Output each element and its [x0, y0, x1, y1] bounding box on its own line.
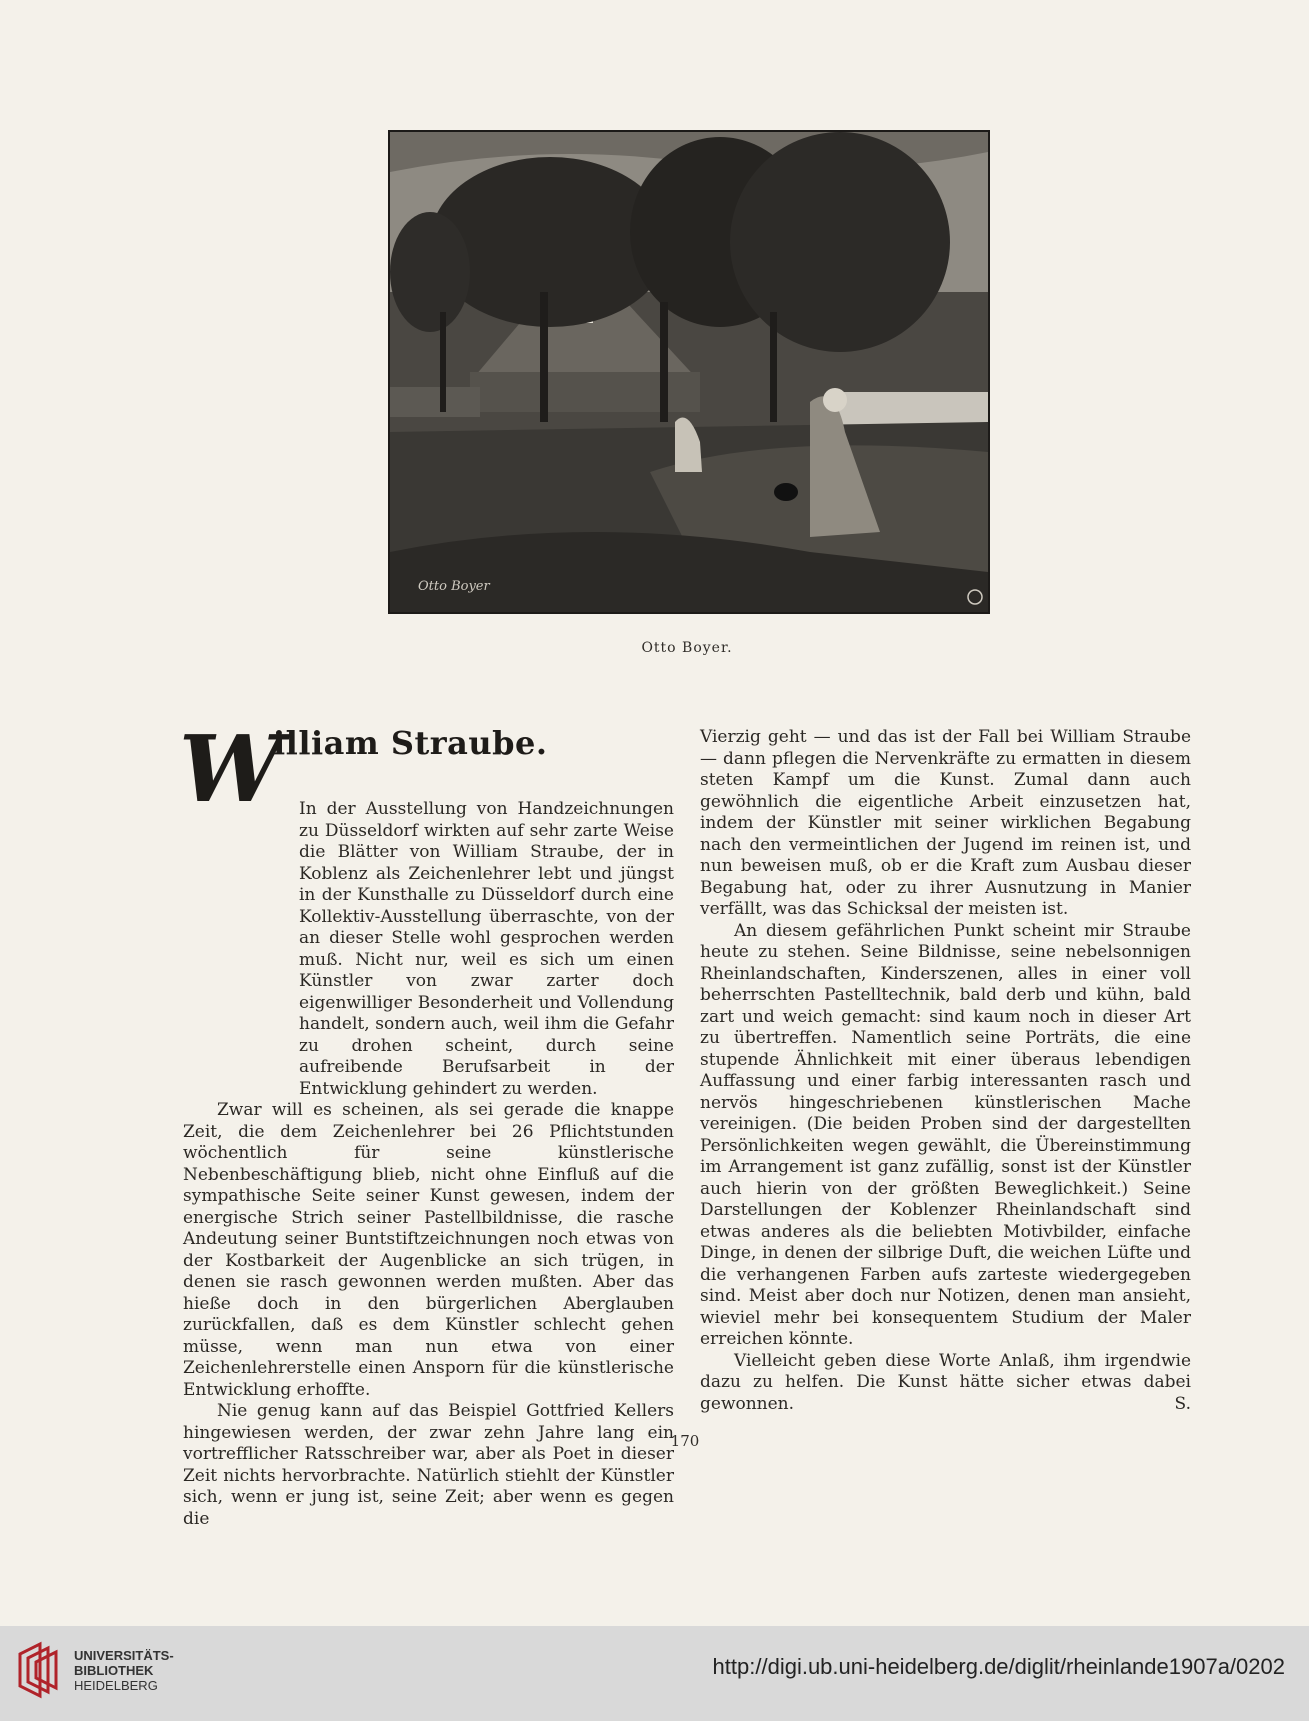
- article-headline: [179, 715, 674, 823]
- library-name: [74, 1648, 174, 1693]
- library-name-line: BIBLIOTHEK: [74, 1663, 154, 1678]
- paragraph: Vierzig geht — und das ist der Fall bei William Straube — dann pflegen die Nervenkräfte zu ermatten in diesem steten Kampf um die Kunst. Zumal dann auch gewöhnlich die eigentliche Arbeit einzusetzen hat, indem der Künstler mit seiner wirklichen Begabung nach den vermeintlichen der Jugend im reinen ist, und nun beweisen muß, ob er die Kraft zum Ausbau dieser Begabung hat, oder zu ihrer Ausnutzung in Manier verfällt, was das Schicksal der meisten ist.: [700, 727, 1191, 919]
- library-name-line: UNIVERSITÄTS-: [74, 1648, 174, 1663]
- drop-cap: W: [179, 715, 283, 823]
- paragraph: Nie genug kann auf das Beispiel Gottfried Kellers hingewiesen werden, der zwar zehn Jahre lang ein vortrefflicher Ratsschreiber war, aber als Poet in dieser Zeit nichts hervorbrachte. Natürlich stiehlt der Künstler sich, wenn er jung ist, seine Zeit; aber wenn es gegen die: [183, 1401, 674, 1529]
- page-number: 170: [670, 1432, 700, 1450]
- university-library-logo-icon: [14, 1640, 64, 1700]
- article-right-column: [700, 727, 1191, 1415]
- library-name-line: HEIDELBERG: [74, 1678, 158, 1693]
- library-footer: [0, 1626, 1309, 1721]
- svg-text:Otto Boyer: Otto Boyer: [418, 579, 490, 594]
- illustration-caption: Otto Boyer.: [641, 640, 733, 656]
- closing-text: Vielleicht geben diese Worte Anlaß, ihm irgendwie dazu zu helfen. Die Kunst hätte sicher etwas dabei gewonnen.: [700, 1350, 1191, 1414]
- paragraph: Zwar will es scheinen, als sei gerade die knappe Zeit, die dem Zeichenlehrer bei 26 Pflichtstunden wöchentlich für seine künstlerische Nebenbeschäftigung blieb, nicht ohne Einfluß auf die sympathische Seite seiner Kunst gewesen, indem der energische Strich seiner Pastellbildnisse, die rasche Andeutung seiner Buntstiftzeichnungen noch etwas von der Kostbarkeit der Augenblicke an sich trügen, in denen sie rasch gewonnen werden mußten. Aber das hieße doch in den bürgerlichen Aberglauben zurückfallen, daß es dem Künstler schlecht gehen müsse, wenn man nun etwa von einer Zeichenlehrerstelle einen Ansporn für die künstlerische Entwicklung erhoffte.: [183, 1100, 674, 1400]
- pastel-illustration: [388, 130, 990, 614]
- article-title: illiam Straube.: [273, 724, 548, 762]
- article-left-column: [179, 715, 674, 1530]
- author-signature: S.: [1174, 1393, 1191, 1414]
- landscape-picture: [390, 132, 988, 612]
- paragraph: [700, 1351, 1191, 1416]
- paragraph: In der Ausstellung von Handzeichnungen zu Düsseldorf wirkten auf sehr zarte Weise die Blätter von William Straube, der in Koblenz als Zeichenlehrer lebt und jüngst in der Kunsthalle zu Düsseldorf durch eine Kollektiv-Ausstellung überraschte, von der an dieser Stelle wohl gesprochen werden muß. Nicht nur, weil es sich um einen Künstler von zwar zarter doch eigenwilliger Besonderheit und Vollendung handelt, sondern auch, weil ihm die Gefahr zu drohen scheint, durch seine aufreibende Berufsarbeit in der Entwicklung gehindert zu werden.: [299, 799, 674, 1099]
- paragraph: An diesem gefährlichen Punkt scheint mir Straube heute zu stehen. Seine Bildnisse, seine nebelsonnigen Rheinlandschaften, Kinderszenen, alles in einer voll beherrschten Pastelltechnik, bald derb und kühn, bald zart und weich gemacht: sind kaum noch in dieser Art zu übertreffen. Namentlich seine Porträts, die eine stupende Ähnlichkeit mit einer überaus lebendigen Auffassung und einer farbig interessanten rasch und nervös hingeschriebenen künstlerischen Mache vereinigen. (Die beiden Proben sind der dargestellten Persönlichkeiten wegen gewählt, die Übereinstimmung im Arrangement ist ganz zufällig, sonst ist der Künstler auch hierin von der größten Beweglichkeit.) Seine Darstellungen der Koblenzer Rheinlandschaft sind etwas anderes als die beliebten Motivbilder, einfache Dinge, in denen der silbrige Duft, die weichen Lüfte und die verhangenen Farben aufs zarteste wiedergegeben sind. Meist aber doch nur Notizen, denen man ansieht, wieviel mehr bei konsequentem Studium der Maler erreichen könnte.: [700, 920, 1191, 1349]
- source-url[interactable]: http://digi.ub.uni-heidelberg.de/diglit/rheinlande1907a/0202: [712, 1654, 1285, 1679]
